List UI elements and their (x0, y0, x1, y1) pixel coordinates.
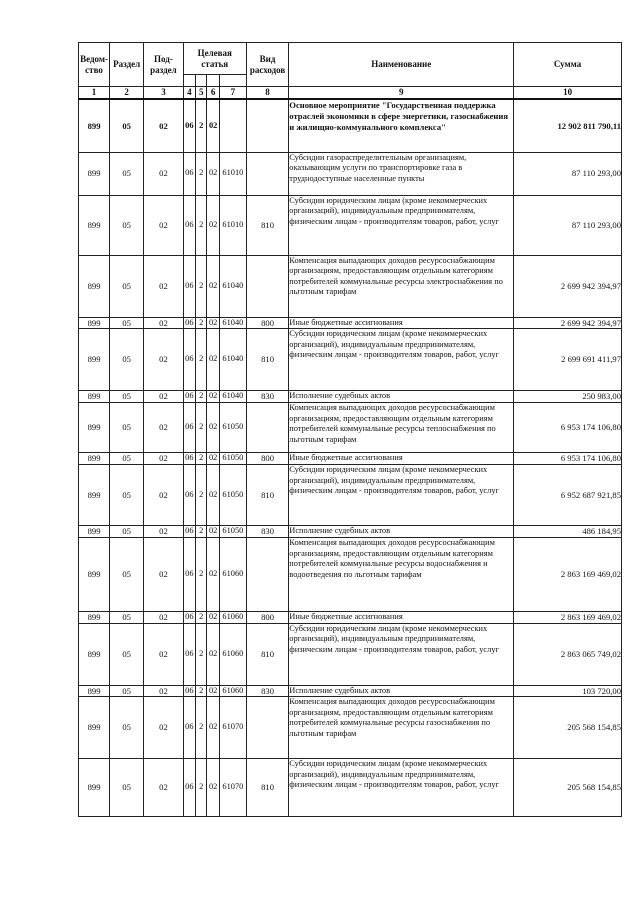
header-target-sub (207, 75, 219, 87)
target-part-cell: 06 (183, 391, 195, 403)
amount-cell: 2 863 169 469,02 (514, 612, 622, 624)
vedomstvo-cell: 899 (79, 685, 110, 697)
target-code-cell (219, 99, 246, 152)
target-part-cell: 06 (183, 453, 195, 465)
amount-cell: 6 952 687 921,85 (514, 465, 622, 526)
table-row (79, 697, 622, 759)
target-part-cell: 06 (183, 623, 195, 685)
target-part-cell: 06 (183, 317, 195, 329)
header-podrazdel: Под-раздел (144, 43, 183, 87)
vid-cell: 810 (246, 195, 288, 255)
vedomstvo-cell: 899 (79, 453, 110, 465)
target-part-cell: 02 (207, 759, 219, 817)
target-code-cell: 61050 (219, 453, 246, 465)
target-part-cell: 06 (183, 685, 195, 697)
vedomstvo-cell: 899 (79, 612, 110, 624)
name-cell: Субсидии юридическим лицам (кроме некоммерческих организаций), индивидуальным предпринимателям, физическим лицам - производителям товаров, работ, услуг (289, 195, 514, 255)
vedomstvo-cell: 899 (79, 99, 110, 152)
target-part-cell: 02 (207, 195, 219, 255)
razdel-cell: 05 (110, 329, 144, 391)
target-part-cell: 2 (196, 255, 207, 317)
name-cell: Субсидии газораспределительным организациям, оказывающим услуги по транспортировке газа в труднодоступные населенные пункты (289, 152, 514, 195)
podrazdel-cell: 02 (144, 465, 183, 526)
podrazdel-cell: 02 (144, 759, 183, 817)
amount-cell: 2 863 065 749,02 (514, 623, 622, 685)
target-part-cell: 06 (183, 612, 195, 624)
vedomstvo-cell: 899 (79, 697, 110, 759)
header-razdel: Раздел (110, 43, 144, 87)
razdel-cell: 05 (110, 538, 144, 612)
vedomstvo-cell: 899 (79, 403, 110, 453)
podrazdel-cell: 02 (144, 317, 183, 329)
vid-cell: 830 (246, 685, 288, 697)
target-part-cell: 02 (207, 317, 219, 329)
table-row (79, 623, 622, 685)
target-part-cell: 2 (196, 465, 207, 526)
vid-cell (246, 403, 288, 453)
amount-cell: 205 568 154,85 (514, 759, 622, 817)
column-number: 4 (183, 87, 195, 100)
vedomstvo-cell: 899 (79, 329, 110, 391)
column-number: 2 (110, 87, 144, 100)
amount-cell: 2 699 691 411,97 (514, 329, 622, 391)
table-row (79, 612, 622, 624)
target-part-cell: 02 (207, 612, 219, 624)
target-part-cell: 2 (196, 526, 207, 538)
amount-cell: 486 184,95 (514, 526, 622, 538)
amount-cell: 103 720,00 (514, 685, 622, 697)
table-row (79, 317, 622, 329)
razdel-cell: 05 (110, 697, 144, 759)
target-part-cell: 2 (196, 697, 207, 759)
razdel-cell: 05 (110, 99, 144, 152)
target-part-cell: 06 (183, 465, 195, 526)
target-part-cell: 02 (207, 391, 219, 403)
target-part-cell: 06 (183, 759, 195, 817)
vid-cell: 810 (246, 329, 288, 391)
razdel-cell: 05 (110, 612, 144, 624)
razdel-cell: 05 (110, 391, 144, 403)
name-cell: Субсидии юридическим лицам (кроме некоммерческих организаций), индивидуальным предпринимателям, физическим лицам - производителям товаров, работ, услуг (289, 759, 514, 817)
target-code-cell: 61040 (219, 329, 246, 391)
target-part-cell: 2 (196, 612, 207, 624)
target-part-cell: 2 (196, 538, 207, 612)
vid-cell: 800 (246, 612, 288, 624)
vid-cell: 800 (246, 453, 288, 465)
target-code-cell: 61050 (219, 465, 246, 526)
podrazdel-cell: 02 (144, 697, 183, 759)
target-part-cell: 02 (207, 453, 219, 465)
podrazdel-cell: 02 (144, 403, 183, 453)
name-cell: Компенсация выпадающих доходов ресурсоснабжающим организациям, предоставляющим отдельным категориям потребителей коммунальные ресурсы газоснабжения по льготным тарифам (289, 697, 514, 759)
target-code-cell: 61060 (219, 612, 246, 624)
vid-cell: 810 (246, 623, 288, 685)
podrazdel-cell: 02 (144, 685, 183, 697)
table-row (79, 99, 622, 152)
table-row (79, 329, 622, 391)
table-row (79, 403, 622, 453)
target-code-cell: 61060 (219, 685, 246, 697)
target-part-cell: 02 (207, 538, 219, 612)
vid-cell (246, 255, 288, 317)
razdel-cell: 05 (110, 623, 144, 685)
razdel-cell: 05 (110, 685, 144, 697)
target-code-cell: 61070 (219, 697, 246, 759)
amount-cell: 2 863 169 469,02 (514, 538, 622, 612)
column-number: 3 (144, 87, 183, 100)
target-part-cell: 06 (183, 329, 195, 391)
vedomstvo-cell: 899 (79, 759, 110, 817)
target-code-cell: 61040 (219, 255, 246, 317)
target-part-cell: 02 (207, 99, 219, 152)
razdel-cell: 05 (110, 152, 144, 195)
vid-cell (246, 99, 288, 152)
razdel-cell: 05 (110, 317, 144, 329)
target-part-cell: 2 (196, 317, 207, 329)
header-name: Наименование (289, 43, 514, 87)
name-cell: Основное мероприятие "Государственная поддержка отраслей экономики в сфере энергетики, газоснабжения и жилищно-коммунального комплекса" (289, 99, 514, 152)
header-target-article: Целевая статья (183, 43, 246, 75)
razdel-cell: 05 (110, 759, 144, 817)
target-part-cell: 2 (196, 685, 207, 697)
razdel-cell: 05 (110, 526, 144, 538)
target-part-cell: 02 (207, 152, 219, 195)
header-row (79, 43, 622, 75)
column-number-row (79, 87, 622, 100)
name-cell: Иные бюджетные ассигнования (289, 453, 514, 465)
target-code-cell: 61060 (219, 623, 246, 685)
name-cell: Исполнение судебных актов (289, 685, 514, 697)
target-part-cell: 02 (207, 697, 219, 759)
razdel-cell: 05 (110, 465, 144, 526)
amount-cell: 87 110 293,00 (514, 195, 622, 255)
podrazdel-cell: 02 (144, 195, 183, 255)
name-cell: Субсидии юридическим лицам (кроме некоммерческих организаций), индивидуальным предпринимателям, физическим лицам - производителям товаров, работ, услуг (289, 465, 514, 526)
table-row (79, 465, 622, 526)
amount-cell: 2 699 942 394,97 (514, 317, 622, 329)
target-part-cell: 2 (196, 195, 207, 255)
amount-cell: 6 953 174 106,80 (514, 403, 622, 453)
target-part-cell: 2 (196, 329, 207, 391)
header-target-sub (183, 75, 195, 87)
podrazdel-cell: 02 (144, 255, 183, 317)
vedomstvo-cell: 899 (79, 391, 110, 403)
table-row (79, 391, 622, 403)
target-code-cell: 61050 (219, 403, 246, 453)
header-sum: Сумма (514, 43, 622, 87)
razdel-cell: 05 (110, 195, 144, 255)
target-part-cell: 02 (207, 329, 219, 391)
razdel-cell: 05 (110, 255, 144, 317)
vedomstvo-cell: 899 (79, 465, 110, 526)
column-number: 5 (196, 87, 207, 100)
name-cell: Иные бюджетные ассигнования (289, 612, 514, 624)
podrazdel-cell: 02 (144, 99, 183, 152)
podrazdel-cell: 02 (144, 612, 183, 624)
podrazdel-cell: 02 (144, 329, 183, 391)
table-row (79, 195, 622, 255)
podrazdel-cell: 02 (144, 623, 183, 685)
vid-cell: 800 (246, 317, 288, 329)
vedomstvo-cell: 899 (79, 317, 110, 329)
podrazdel-cell: 02 (144, 526, 183, 538)
target-part-cell: 06 (183, 152, 195, 195)
amount-cell: 6 953 174 106,80 (514, 453, 622, 465)
vid-cell: 830 (246, 526, 288, 538)
table-row (79, 453, 622, 465)
column-number: 9 (289, 87, 514, 100)
target-part-cell: 02 (207, 465, 219, 526)
target-part-cell: 02 (207, 623, 219, 685)
target-code-cell: 61070 (219, 759, 246, 817)
target-part-cell: 2 (196, 391, 207, 403)
target-code-cell: 61040 (219, 317, 246, 329)
podrazdel-cell: 02 (144, 152, 183, 195)
vid-cell (246, 697, 288, 759)
target-code-cell: 61040 (219, 391, 246, 403)
podrazdel-cell: 02 (144, 391, 183, 403)
table-row (79, 526, 622, 538)
vedomstvo-cell: 899 (79, 538, 110, 612)
amount-cell: 205 568 154,85 (514, 697, 622, 759)
amount-cell: 250 983,00 (514, 391, 622, 403)
target-part-cell: 02 (207, 685, 219, 697)
header-target-sub (196, 75, 207, 87)
vid-cell: 810 (246, 759, 288, 817)
target-part-cell: 06 (183, 403, 195, 453)
amount-cell: 12 902 811 790,11 (514, 99, 622, 152)
target-part-cell: 2 (196, 453, 207, 465)
target-part-cell: 2 (196, 623, 207, 685)
column-number: 1 (79, 87, 110, 100)
target-part-cell: 06 (183, 697, 195, 759)
target-part-cell: 2 (196, 403, 207, 453)
target-part-cell: 06 (183, 195, 195, 255)
header-vid-raskhodov: Вид расходов (246, 43, 288, 87)
header-vedomstvo: Ведом-ство (79, 43, 110, 87)
vedomstvo-cell: 899 (79, 623, 110, 685)
vid-cell (246, 152, 288, 195)
podrazdel-cell: 02 (144, 538, 183, 612)
column-number: 6 (207, 87, 219, 100)
target-part-cell: 2 (196, 152, 207, 195)
target-code-cell: 61010 (219, 152, 246, 195)
table-body (79, 99, 622, 817)
budget-table (78, 42, 622, 817)
vid-cell: 830 (246, 391, 288, 403)
razdel-cell: 05 (110, 453, 144, 465)
target-code-cell: 61050 (219, 526, 246, 538)
column-number: 10 (514, 87, 622, 100)
target-part-cell: 2 (196, 759, 207, 817)
vedomstvo-cell: 899 (79, 195, 110, 255)
vedomstvo-cell: 899 (79, 255, 110, 317)
target-part-cell: 06 (183, 526, 195, 538)
amount-cell: 87 110 293,00 (514, 152, 622, 195)
amount-cell: 2 699 942 394,97 (514, 255, 622, 317)
name-cell: Иные бюджетные ассигнования (289, 317, 514, 329)
table-row (79, 152, 622, 195)
name-cell: Компенсация выпадающих доходов ресурсоснабжающим организациям, предоставляющим отдельным категориям потребителей коммунальные ресурсы водоснабжения и водоотведения по льготным тарифам (289, 538, 514, 612)
target-part-cell: 2 (196, 99, 207, 152)
target-part-cell: 06 (183, 538, 195, 612)
razdel-cell: 05 (110, 403, 144, 453)
name-cell: Исполнение судебных актов (289, 526, 514, 538)
target-part-cell: 06 (183, 99, 195, 152)
table-row (79, 685, 622, 697)
target-part-cell: 02 (207, 255, 219, 317)
podrazdel-cell: 02 (144, 453, 183, 465)
name-cell: Субсидии юридическим лицам (кроме некоммерческих организаций), индивидуальным предпринимателям, физическим лицам - производителям товаров, работ, услуг (289, 329, 514, 391)
name-cell: Компенсация выпадающих доходов ресурсоснабжающим организациям, предоставляющим отдельным категориям потребителей коммунальные ресурсы электроснабжения по льготным тарифам (289, 255, 514, 317)
target-part-cell: 06 (183, 255, 195, 317)
column-number: 7 (219, 87, 246, 100)
name-cell: Компенсация выпадающих доходов ресурсоснабжающим организациям, предоставляющим отдельным категориям потребителей коммунальные ресурсы теплоснабжения по льготным тарифам (289, 403, 514, 453)
table-row (79, 759, 622, 817)
column-number: 8 (246, 87, 288, 100)
target-code-cell: 61060 (219, 538, 246, 612)
table-row (79, 255, 622, 317)
target-part-cell: 02 (207, 526, 219, 538)
name-cell: Исполнение судебных актов (289, 391, 514, 403)
header-target-sub (219, 75, 246, 87)
target-code-cell: 61010 (219, 195, 246, 255)
target-part-cell: 02 (207, 403, 219, 453)
vid-cell (246, 538, 288, 612)
name-cell: Субсидии юридическим лицам (кроме некоммерческих организаций), индивидуальным предпринимателям, физическим лицам - производителям товаров, работ, услуг (289, 623, 514, 685)
vedomstvo-cell: 899 (79, 526, 110, 538)
vedomstvo-cell: 899 (79, 152, 110, 195)
table-row (79, 538, 622, 612)
vid-cell: 810 (246, 465, 288, 526)
